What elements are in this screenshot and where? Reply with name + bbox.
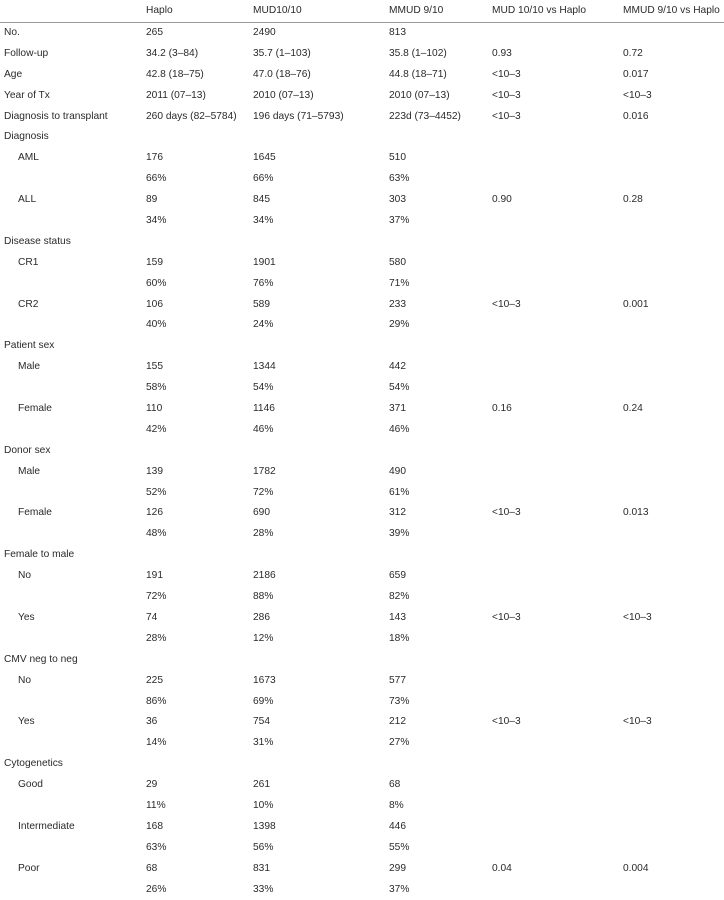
- table-cell-mud-vs-haplo: 0.93: [492, 47, 512, 59]
- table-cell-mud: 1398: [253, 820, 276, 832]
- table-cell-mmud: 299: [389, 862, 406, 874]
- table-row: [0, 712, 724, 733]
- table-cell-label: Donor sex: [4, 444, 51, 456]
- table-cell-mmud: 8%: [389, 799, 404, 811]
- table-cell-mud: 2010 (07–13): [253, 89, 314, 101]
- table-cell-mud-vs-haplo: <10–3: [492, 298, 521, 310]
- table-row: [0, 587, 724, 608]
- table-cell-mud-vs-haplo: 0.16: [492, 403, 512, 415]
- table-cell-mud: 72%: [253, 486, 274, 498]
- table-row: [0, 545, 724, 566]
- table-cell-haplo: 225: [146, 674, 163, 686]
- table-cell-label: Yes: [18, 716, 35, 728]
- table-cell-mud: 690: [253, 507, 270, 519]
- table-cell-mmud: 55%: [389, 841, 410, 853]
- table-cell-mud: 88%: [253, 591, 274, 603]
- table-row: [0, 190, 724, 211]
- table-cell-haplo: 40%: [146, 319, 167, 331]
- table-cell-label: Yes: [18, 611, 35, 623]
- table-cell-mmud: 39%: [389, 528, 410, 540]
- table-cell-haplo: 126: [146, 507, 163, 519]
- table-row: [0, 65, 724, 86]
- table-cell-haplo: 74: [146, 611, 158, 623]
- table-cell-label: CR1: [18, 256, 39, 268]
- table-cell-haplo: 26%: [146, 883, 167, 895]
- table-cell-haplo: 36: [146, 716, 158, 728]
- table-cell-mmud: 29%: [389, 319, 410, 331]
- table-row: [0, 44, 724, 65]
- table-row: [0, 211, 724, 232]
- table-cell-haplo: 139: [146, 465, 163, 477]
- table-row: [0, 503, 724, 524]
- table-cell-mmud: 312: [389, 507, 406, 519]
- table-cell-mmud-vs-haplo: 0.001: [623, 298, 649, 310]
- table-cell-mmud: 510: [389, 152, 406, 164]
- table-cell-mud-vs-haplo: 0.04: [492, 862, 512, 874]
- table-cell-haplo: 72%: [146, 591, 167, 603]
- table-cell-haplo: 110: [146, 403, 163, 415]
- table-cell-haplo: 14%: [146, 737, 167, 749]
- table-cell-haplo: 265: [146, 27, 163, 38]
- table-cell-haplo: 42%: [146, 423, 167, 435]
- table-cell-mmud: 73%: [389, 695, 410, 707]
- table-cell-label: Female: [18, 403, 52, 415]
- table-cell-mmud: 2010 (07–13): [389, 89, 450, 101]
- table-cell-mmud: 813: [389, 27, 406, 38]
- header-cell-haplo: Haplo: [146, 5, 173, 16]
- table-cell-label: Male: [18, 465, 41, 477]
- table-row: [0, 629, 724, 650]
- table-row: [0, 608, 724, 629]
- table-row: [0, 733, 724, 754]
- table-cell-haplo: 68: [146, 862, 158, 874]
- table-row: [0, 462, 724, 483]
- table-row: [0, 859, 724, 880]
- table-cell-mmud: 27%: [389, 737, 410, 749]
- table-cell-mmud: 303: [389, 194, 406, 206]
- table-row: [0, 127, 724, 148]
- table-cell-mud-vs-haplo: <10–3: [492, 68, 521, 80]
- table-cell-mmud-vs-haplo: <10–3: [623, 716, 652, 728]
- table-row: [0, 754, 724, 775]
- table-cell-mmud: 44.8 (18–71): [389, 68, 447, 80]
- table-cell-mud: 845: [253, 194, 270, 206]
- table-cell-mud: 35.7 (1–103): [253, 47, 311, 59]
- table-cell-mud-vs-haplo: <10–3: [492, 611, 521, 623]
- table-row: [0, 357, 724, 378]
- table-cell-mud: 2490: [253, 27, 276, 38]
- header-cell-mmud-vs-haplo: MMUD 9/10 vs Haplo: [623, 5, 720, 16]
- table-cell-mmud-vs-haplo: 0.004: [623, 862, 649, 874]
- table-cell-mud: 12%: [253, 632, 274, 644]
- table-cell-label: No.: [4, 27, 20, 38]
- table-cell-label: Diagnosis: [4, 131, 49, 143]
- table-cell-label: Intermediate: [18, 820, 75, 832]
- table-row: [0, 253, 724, 274]
- table-cell-label: Diagnosis to transplant: [4, 110, 108, 122]
- table-cell-mmud: 35.8 (1–102): [389, 47, 447, 59]
- table-cell-haplo: 42.8 (18–75): [146, 68, 204, 80]
- table-cell-mud: 47.0 (18–76): [253, 68, 311, 80]
- table-cell-mmud: 223d (73–4452): [389, 110, 461, 122]
- table-cell-haplo: 260 days (82–5784): [146, 110, 237, 122]
- table-cell-mud: 54%: [253, 382, 274, 394]
- table-cell-mmud: 82%: [389, 591, 410, 603]
- table-cell-label: Cytogenetics: [4, 758, 63, 770]
- table-cell-mmud-vs-haplo: 0.017: [623, 68, 649, 80]
- table-row: [0, 295, 724, 316]
- table-row: [0, 86, 724, 107]
- header-cell-mud: MUD10/10: [253, 5, 302, 16]
- table-row: [0, 336, 724, 357]
- table-cell-mmud: 54%: [389, 382, 410, 394]
- table-cell-mud: 1673: [253, 674, 276, 686]
- table-cell-label: Female: [18, 507, 52, 519]
- header-cell-mud-vs-haplo: MUD 10/10 vs Haplo: [492, 5, 586, 16]
- table-cell-mud: 286: [253, 611, 270, 623]
- table-cell-mud: 46%: [253, 423, 274, 435]
- table-cell-mmud: 371: [389, 403, 406, 415]
- table-cell-mmud: 18%: [389, 632, 410, 644]
- table-cell-haplo: 155: [146, 361, 163, 373]
- table-header-row: [0, 0, 724, 23]
- table-cell-mmud: 233: [389, 298, 406, 310]
- table-cell-mud-vs-haplo: <10–3: [492, 507, 521, 519]
- table-row: [0, 378, 724, 399]
- table-cell-mud: 33%: [253, 883, 274, 895]
- table-row: [0, 650, 724, 671]
- table-cell-label: Male: [18, 361, 41, 373]
- table-cell-mmud: 37%: [389, 883, 410, 895]
- table-row: [0, 441, 724, 462]
- table-cell-mud: 34%: [253, 215, 274, 227]
- table-cell-mud-vs-haplo: <10–3: [492, 110, 521, 122]
- table-cell-haplo: 191: [146, 570, 163, 582]
- table-row: [0, 796, 724, 817]
- table-cell-mud: 28%: [253, 528, 274, 540]
- table-cell-haplo: 168: [146, 820, 163, 832]
- table-cell-mud: 754: [253, 716, 270, 728]
- header-cell-mmud: MMUD 9/10: [389, 5, 444, 16]
- table-row: [0, 483, 724, 504]
- table-cell-mmud-vs-haplo: 0.24: [623, 403, 643, 415]
- table-cell-mmud: 577: [389, 674, 406, 686]
- table-cell-mmud: 68: [389, 779, 401, 791]
- table-row: [0, 817, 724, 838]
- table-cell-label: CMV neg to neg: [4, 653, 78, 665]
- table-row: [0, 420, 724, 441]
- table-cell-mud: 589: [253, 298, 270, 310]
- table-cell-mud: 196 days (71–5793): [253, 110, 344, 122]
- table-row: [0, 315, 724, 336]
- table-row: [0, 274, 724, 295]
- table-cell-haplo: 29: [146, 779, 158, 791]
- table-cell-mmud: 63%: [389, 173, 410, 185]
- table-cell-label: Female to male: [4, 549, 75, 561]
- table-cell-mud: 31%: [253, 737, 274, 749]
- table-cell-haplo: 34.2 (3–84): [146, 47, 199, 59]
- table-cell-label: Patient sex: [4, 340, 55, 352]
- table-cell-mud: 56%: [253, 841, 274, 853]
- table-cell-haplo: 48%: [146, 528, 167, 540]
- table-cell-haplo: 89: [146, 194, 158, 206]
- table-cell-mmud: 442: [389, 361, 406, 373]
- table-cell-haplo: 86%: [146, 695, 167, 707]
- table-cell-mmud-vs-haplo: 0.016: [623, 110, 649, 122]
- table-cell-mmud: 659: [389, 570, 406, 582]
- table-row: [0, 107, 724, 128]
- table-cell-label: No: [18, 570, 32, 582]
- table-cell-mud: 831: [253, 862, 270, 874]
- table-cell-haplo: 60%: [146, 277, 167, 289]
- table-cell-mud-vs-haplo: <10–3: [492, 89, 521, 101]
- table-cell-label: Disease status: [4, 235, 71, 247]
- table-cell-mmud: 46%: [389, 423, 410, 435]
- table-body: [0, 23, 724, 900]
- table-row: [0, 880, 724, 900]
- table-cell-mud: 66%: [253, 173, 274, 185]
- table-cell-mmud: 71%: [389, 277, 410, 289]
- table-cell-haplo: 2011 (07–13): [146, 89, 206, 101]
- table-row: [0, 566, 724, 587]
- table-cell-mud: 69%: [253, 695, 274, 707]
- table-row: [0, 148, 724, 169]
- table-row: [0, 399, 724, 420]
- table-cell-mmud: 446: [389, 820, 406, 832]
- table-cell-label: Good: [18, 779, 43, 791]
- table-cell-haplo: 66%: [146, 173, 167, 185]
- table-cell-label: ALL: [18, 194, 37, 206]
- table-row: [0, 775, 724, 796]
- table-cell-label: Year of Tx: [4, 89, 50, 101]
- table-cell-mmud: 61%: [389, 486, 410, 498]
- table-cell-mmud-vs-haplo: 0.72: [623, 47, 643, 59]
- table-row: [0, 232, 724, 253]
- table-cell-haplo: 28%: [146, 632, 167, 644]
- table-cell-mud: 2186: [253, 570, 276, 582]
- table-cell-label: Age: [4, 68, 23, 80]
- table-cell-mud: 1146: [253, 403, 275, 415]
- table-cell-mmud: 143: [389, 611, 406, 623]
- table-cell-mmud-vs-haplo: <10–3: [623, 89, 652, 101]
- table-cell-mud: 1901: [253, 256, 276, 268]
- table-row: [0, 524, 724, 545]
- table-cell-mud-vs-haplo: <10–3: [492, 716, 521, 728]
- table-row: [0, 838, 724, 859]
- table-cell-haplo: 176: [146, 152, 163, 164]
- table-cell-haplo: 11%: [146, 799, 166, 811]
- table-cell-mmud-vs-haplo: <10–3: [623, 611, 652, 623]
- table-cell-label: Follow-up: [4, 47, 49, 59]
- table-cell-haplo: 63%: [146, 841, 167, 853]
- table-row: [0, 23, 724, 44]
- table-cell-mud: 261: [253, 779, 270, 791]
- table-cell-mmud-vs-haplo: 0.013: [623, 507, 649, 519]
- table-cell-haplo: 159: [146, 256, 163, 268]
- table-cell-haplo: 52%: [146, 486, 167, 498]
- table-cell-mmud: 580: [389, 256, 406, 268]
- table-cell-mud: 76%: [253, 277, 274, 289]
- table-cell-mmud: 490: [389, 465, 406, 477]
- table-cell-mmud-vs-haplo: 0.28: [623, 194, 643, 206]
- table-cell-mmud: 212: [389, 716, 406, 728]
- table-row: [0, 692, 724, 713]
- table-cell-haplo: 58%: [146, 382, 167, 394]
- table-cell-haplo: 106: [146, 298, 163, 310]
- table-cell-mud: 1344: [253, 361, 276, 373]
- table-row: [0, 671, 724, 692]
- table-cell-label: CR2: [18, 298, 39, 310]
- table-cell-label: Poor: [18, 862, 40, 874]
- table-cell-mud: 10%: [253, 799, 274, 811]
- table-cell-label: No: [18, 674, 32, 686]
- table-cell-mud: 24%: [253, 319, 274, 331]
- table-cell-mud-vs-haplo: 0.90: [492, 194, 512, 206]
- table-cell-mud: 1782: [253, 465, 276, 477]
- table-cell-label: AML: [18, 152, 39, 164]
- table-cell-haplo: 34%: [146, 215, 167, 227]
- table-row: [0, 169, 724, 190]
- table-cell-mmud: 37%: [389, 215, 410, 227]
- table-cell-mud: 1645: [253, 152, 276, 164]
